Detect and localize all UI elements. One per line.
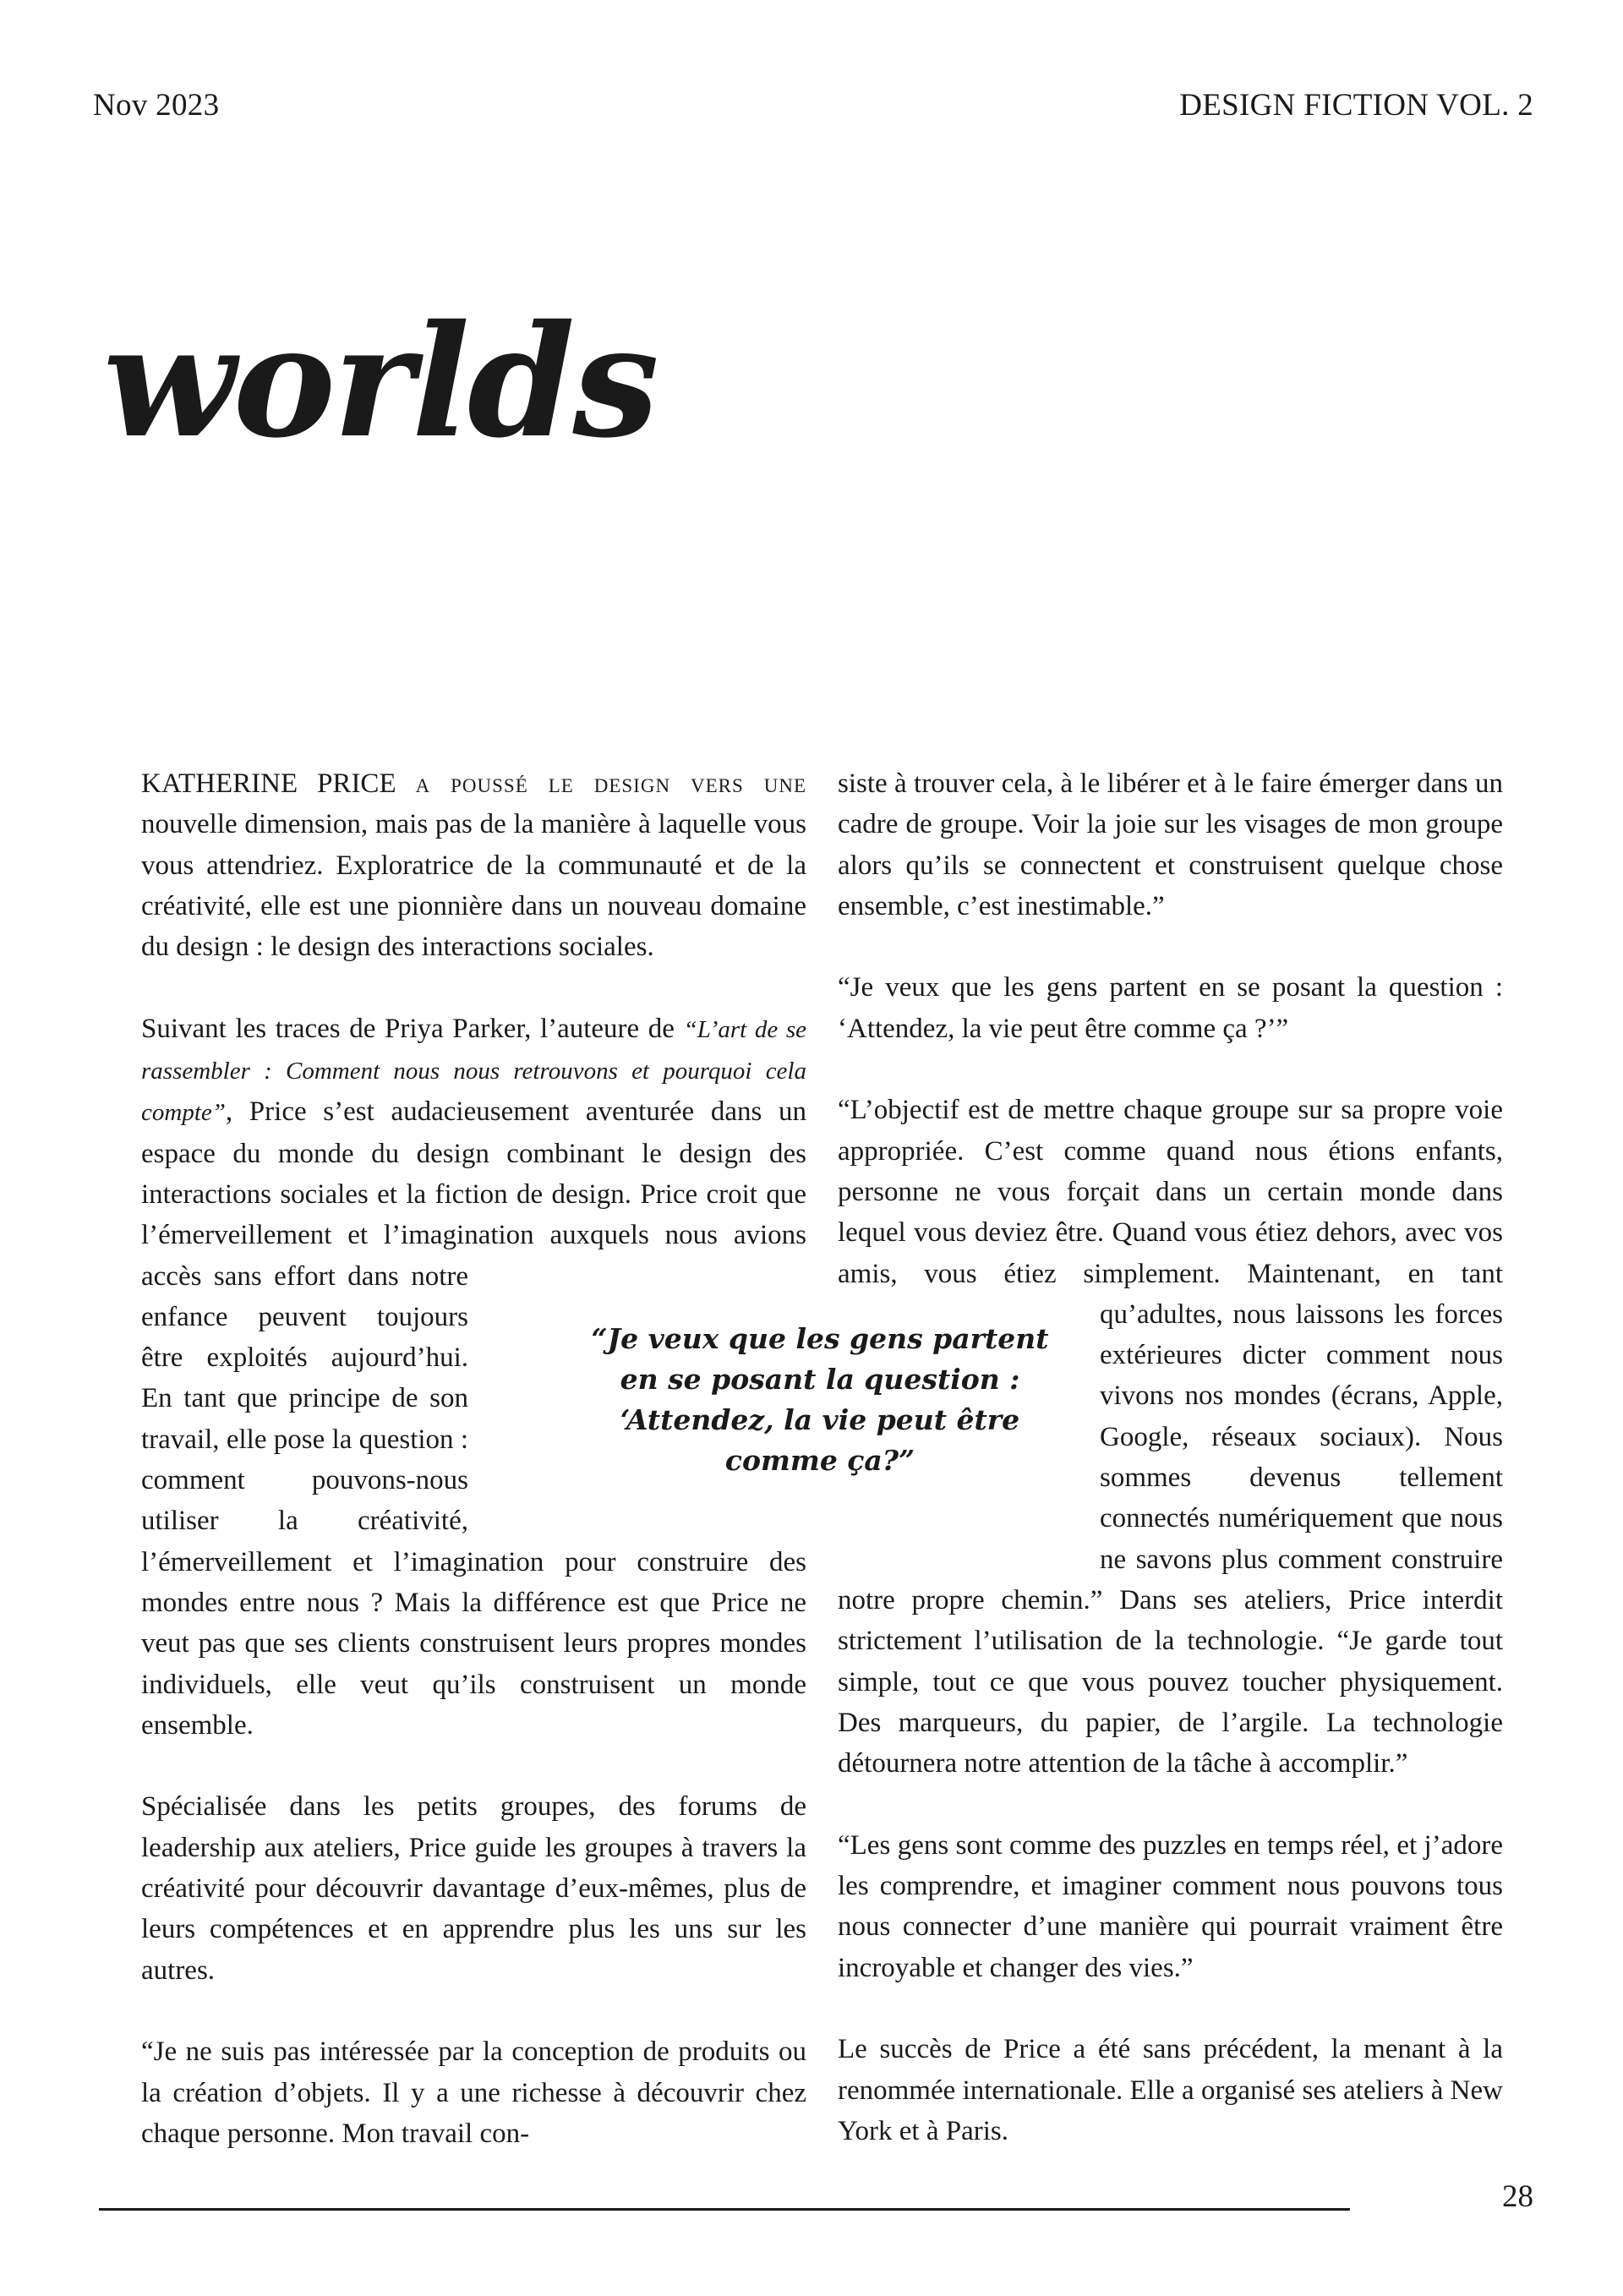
- lead-name: KATHERINE PRICE: [141, 768, 396, 799]
- lead-text: nouvelle dimension, mais pas de la manière à laquelle vous vous attendriez. Exploratrice de la communauté et de la créativité, elle est une pionnière dans un nouveau domaine du design : le design des interactions sociales.: [141, 809, 806, 963]
- paragraph-text: , Price s’est audacieusement aventurée dans un espace du monde du design combinant le design des interactions sociales et la fiction de design. Price croit que l’émerveillement et l’imagination auxquels nous avions accès sans effort dans notre enfance peuvent toujours être exploités aujourd’hui. En tant que principe de son travail, elle pose la question : comment pouvons-nous utiliser la créativité, l’émerveillement et l’imagination pour construire des mondes entre nous ? Mais la différence est que Price ne veut pas que ses clients construisent leurs propres mondes individuels, elle veut qu’ils construisent un monde ensemble.: [141, 1096, 806, 1741]
- lead-paragraph: [141, 763, 806, 967]
- issue-date: Nov 2023: [93, 88, 220, 123]
- paragraph-puzzles: “Les gens sont comme des puzzles en temps réel, et j’adore les comprendre, et imaginer comment nous pouvons tous nous connecter d’une manière qui pourrait vraiment être incroyable et changer des vies.”: [838, 1829, 1503, 1983]
- paragraph-quote-end: siste à trouver cela, à le libérer et à le faire émerger dans un cadre de groupe. Voir la joie sur les visages de mon groupe alors qu’ils se connectent et construisent quelque chose ensemble, c’est inestimable.”: [838, 768, 1503, 921]
- article-title: worlds: [103, 291, 657, 472]
- paragraph-quote-start: “Je ne suis pas intéressée par la conception de produits ou la création d’objets. Il y a une richesse à découvrir chez chaque personne. Mon travail con-: [141, 2036, 806, 2149]
- footer-rule: [99, 2208, 1350, 2211]
- book-title: “L’art de se rassembler : Comment nous nous retrouvons et pourquoi cela compte”: [141, 1015, 806, 1127]
- publication-title: DESIGN FICTION VOL. 2: [1179, 88, 1533, 123]
- pull-quote: “Je veux que les gens partent en se posant la question : ‘Attendez, la vie peut être comme ça?”: [591, 1322, 1049, 1477]
- paragraph-small-groups: Spécialisée dans les petits groupes, des forums de leadership aux ateliers, Price guide les groupes à travers la créativité pour découvrir davantage d’eux-mêmes, plus de leurs compétences et en apprendre plus les uns sur les autres.: [141, 1791, 806, 1986]
- paragraph-success: Le succès de Price a été sans précédent, la menant à la renommée internationale. Elle a organisé ses ateliers à New York et à Paris.: [838, 2034, 1503, 2146]
- page-number: 28: [1502, 2179, 1533, 2214]
- lead-smallcaps: a poussé le design vers une: [415, 768, 807, 799]
- paragraph-intro: Suivant les traces de Priya Parker, l’auteure de: [141, 1013, 675, 1044]
- paragraph-objective-text: “L’objectif est de mettre chaque groupe sur sa propre voie appropriée. C’est comme quand nous étions enfants, personne ne vous forçait dans un certain monde dans lequel vous deviez être. Quand vous étiez dehors, avec vos amis, vous étiez simplement. Maintenant, en tant qu’adultes, nous laissons les forces extérieures dicter comment nous vivons nos mondes (écrans, Apple, Google, réseaux sociaux). Nous sommes devenus tellement connectés numériquement que nous ne savons plus comment construire notre propre chemin.” Dans ses ateliers, Price interdit strictement l’utilisation de la technologie. “Je garde tout simple, tout ce que vous pouvez toucher physiquement. Des marqueurs, du papier, de l’argile. La technologie détournera notre attention de la tâche à accomplir.”: [838, 1095, 1503, 1779]
- paragraph-question-quote: “Je veux que les gens partent en se posant la question : ‘Attendez, la vie peut être comme ça ?’”: [838, 972, 1503, 1044]
